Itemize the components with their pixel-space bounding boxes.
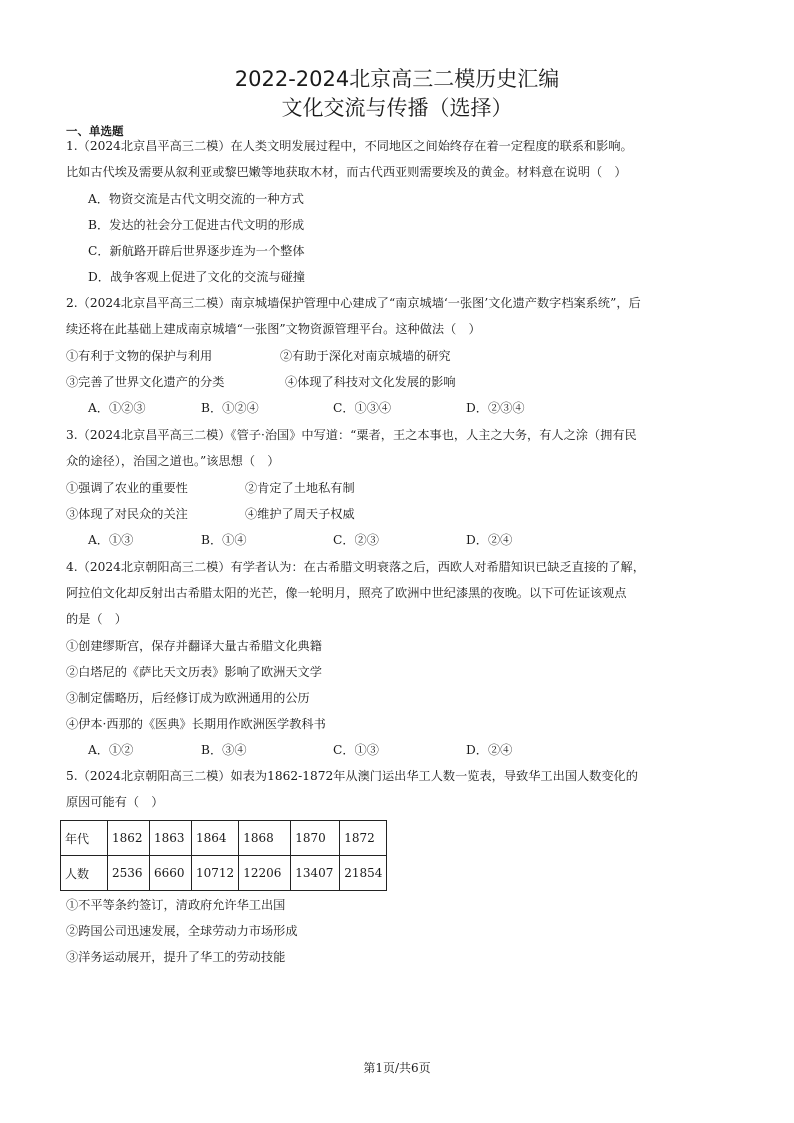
table-cell: 1868 <box>239 821 291 856</box>
table-cell: 1872 <box>340 821 387 856</box>
q2-item-4: ④体现了科技对文化发展的影响 <box>285 375 456 389</box>
q2-item-1: ①有利于文物的保护与利用 <box>66 349 213 363</box>
q3-stem-line2: 众的途径），治国之道也。”该思想（ ） <box>66 454 280 468</box>
page-footer: 第1页/共6页 <box>363 1061 431 1075</box>
q4-option-d: D．②④ <box>466 743 513 757</box>
q3-item-4: ④维护了周天子权威 <box>245 507 355 521</box>
q1-option-a: A．物资交流是古代文明交流的一种方式 <box>88 192 304 206</box>
table-cell: 21854 <box>340 856 387 891</box>
document-subtitle: 文化交流与传播（选择） <box>281 96 513 120</box>
section-heading: 一、单选题 <box>66 124 124 138</box>
q2-option-d: D．②③④ <box>466 401 525 415</box>
q3-stem-line1: 3.（2024北京昌平高三二模）《管子·治国》中写道：“粟者，王之本事也，人主之大务，有人之涂（拥有民 <box>66 428 637 442</box>
q2-option-c: C．①③④ <box>333 401 392 415</box>
q1-stem-line2: 比如古代埃及需要从叙利亚或黎巴嫩等地获取木材，而古代西亚则需要埃及的黄金。材料意在说明（ ） <box>66 165 627 179</box>
emigration-table <box>60 820 387 891</box>
q5-item-2: ②跨国公司迅速发展，全球劳动力市场形成 <box>66 924 298 938</box>
q1-stem-line1: 1.（2024北京昌平高三二模）在人类文明发展过程中，不同地区之间始终存在着一定程度的联系和影响。 <box>66 139 633 153</box>
q2-stem-line2: 续还将在此基础上建成南京城墙“一张图”文物资源管理平台。这种做法（ ） <box>66 322 481 336</box>
q4-item-4: ④伊本·西那的《医典》长期用作欧洲医学教科书 <box>66 717 326 731</box>
q5-stem-line1: 5.（2024北京朝阳高三二模）如表为1862-1872年从澳门运出华工人数一览表，导致华工出国人数变化的 <box>66 769 638 783</box>
q1-option-b: B．发达的社会分工促进古代文明的形成 <box>88 218 305 232</box>
table-cell: 12206 <box>239 856 291 891</box>
q4-option-b: B．③④ <box>201 743 247 757</box>
table-cell: 6660 <box>150 856 192 891</box>
q3-option-b: B．①④ <box>201 533 247 547</box>
q2-option-a: A．①②③ <box>88 401 146 415</box>
table-row-header: 年代 <box>61 821 108 856</box>
q5-item-1: ①不平等条约签订，清政府允许华工出国 <box>66 898 286 912</box>
table-cell: 1870 <box>291 821 340 856</box>
table-cell: 1862 <box>108 821 150 856</box>
table-cell: 2536 <box>108 856 150 891</box>
q1-option-c: C．新航路开辟后世界逐步连为一个整体 <box>88 244 305 258</box>
q3-option-a: A．①③ <box>88 533 134 547</box>
q3-option-d: D．②④ <box>466 533 513 547</box>
table-cell: 13407 <box>291 856 340 891</box>
q4-item-1: ①创建缪斯宫，保存并翻译大量古希腊文化典籍 <box>66 639 322 653</box>
table-row <box>61 821 387 856</box>
table-row <box>61 856 387 891</box>
q3-option-c: C．②③ <box>333 533 379 547</box>
table-cell: 1863 <box>150 821 192 856</box>
q4-stem-line1: 4.（2024北京朝阳高三二模）有学者认为：在古希腊文明衰落之后，西欧人对希腊知识已缺乏直接的了解， <box>66 560 645 574</box>
q3-item-1: ①强调了农业的重要性 <box>66 481 188 495</box>
q3-item-2: ②肯定了土地私有制 <box>245 481 355 495</box>
table-cell: 1864 <box>192 821 239 856</box>
table-row-header: 人数 <box>61 856 108 891</box>
q5-stem-line2: 原因可能有（ ） <box>66 795 164 809</box>
q2-option-b: B．①②④ <box>201 401 259 415</box>
q4-option-c: C．①③ <box>333 743 379 757</box>
table-cell: 10712 <box>192 856 239 891</box>
q2-stem-line1: 2.（2024北京昌平高三二模）南京城墙保护管理中心建成了“南京城墙‘一张图’文化遗产数字档案系统”，后 <box>66 296 641 310</box>
q1-option-d: D．战争客观上促进了文化的交流与碰撞 <box>88 270 305 284</box>
q2-item-3: ③完善了世界文化遗产的分类 <box>66 375 225 389</box>
document-title: 2022-2024北京高三二模历史汇编 <box>234 67 560 91</box>
q2-item-2: ②有助于深化对南京城墙的研究 <box>280 349 451 363</box>
q4-item-3: ③制定儒略历，后经修订成为欧洲通用的公历 <box>66 691 310 705</box>
q4-stem-line3: 的是（ ） <box>66 612 127 626</box>
q5-item-3: ③洋务运动展开，提升了华工的劳动技能 <box>66 950 286 964</box>
q4-stem-line2: 阿拉伯文化却反射出古希腊太阳的光芒，像一轮明月，照亮了欧洲中世纪漆黑的夜晚。以下可佐证该观点 <box>66 586 627 600</box>
q4-option-a: A．①② <box>88 743 134 757</box>
q3-item-3: ③体现了对民众的关注 <box>66 507 188 521</box>
q4-item-2: ②白塔尼的《萨比天文历表》影响了欧洲天文学 <box>66 665 322 679</box>
